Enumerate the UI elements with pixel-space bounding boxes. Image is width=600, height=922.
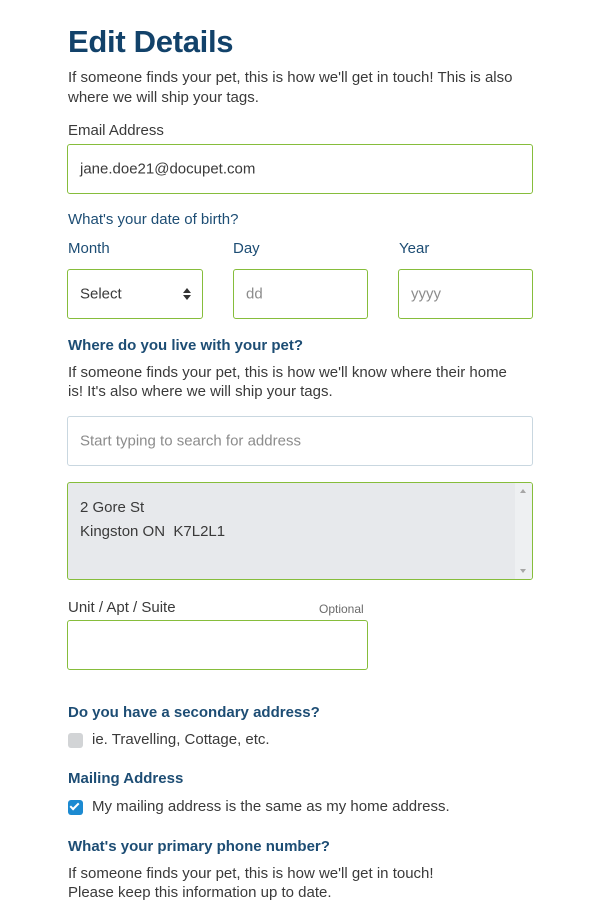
address-line2: Kingston ON K7L2L1 <box>80 523 226 540</box>
secondary-address-checkbox[interactable] <box>68 733 83 748</box>
address-question: Where do you live with your pet? <box>68 337 304 354</box>
phone-description-line1: If someone finds your pet, this is how we'll get in touch! <box>68 865 434 882</box>
unit-optional-hint: Optional <box>319 602 364 616</box>
address-line1: 2 Gore St <box>80 499 145 516</box>
mailing-same-checkbox-label[interactable]: My mailing address is the same as my home address. <box>92 798 450 815</box>
page-description-line1: If someone finds your pet, this is how we'll get in touch! This is also <box>68 69 513 86</box>
year-placeholder: yyyy <box>411 285 441 303</box>
scroll-up-icon[interactable] <box>520 489 526 493</box>
month-label: Month <box>68 240 110 257</box>
select-arrows-icon <box>183 288 191 300</box>
month-select[interactable] <box>67 269 203 319</box>
email-label: Email Address <box>68 122 164 139</box>
page-description-line2: where we will ship your tags. <box>68 89 259 106</box>
phone-description-line2: Please keep this information up to date. <box>68 884 332 901</box>
day-input[interactable] <box>233 269 368 319</box>
unit-input[interactable] <box>67 620 368 670</box>
address-scrollbar[interactable] <box>515 483 532 579</box>
address-search-placeholder: Start typing to search for address <box>80 432 301 450</box>
check-icon <box>70 801 80 811</box>
day-label: Day <box>233 240 260 257</box>
email-value: jane.doe21@docupet.com <box>80 160 256 178</box>
secondary-address-question: Do you have a secondary address? <box>68 704 320 721</box>
mailing-same-checkbox[interactable] <box>68 800 83 815</box>
scroll-down-icon[interactable] <box>520 569 526 573</box>
secondary-address-checkbox-label[interactable]: ie. Travelling, Cottage, etc. <box>92 731 270 748</box>
email-field[interactable] <box>67 144 533 194</box>
month-select-value: Select <box>80 285 122 303</box>
dob-question: What's your date of birth? <box>68 211 239 228</box>
phone-question: What's your primary phone number? <box>68 838 330 855</box>
day-placeholder: dd <box>246 285 263 303</box>
page-title: Edit Details <box>68 24 234 59</box>
unit-label: Unit / Apt / Suite <box>68 599 176 616</box>
year-input[interactable] <box>398 269 533 319</box>
address-search-input[interactable] <box>67 416 533 466</box>
mailing-address-heading: Mailing Address <box>68 770 184 787</box>
year-label: Year <box>399 240 430 257</box>
address-description-line2: is! It's also where we will ship your tags. <box>68 383 333 400</box>
address-display-textarea[interactable] <box>67 482 533 580</box>
address-description-line1: If someone finds your pet, this is how we'll know where their home <box>68 364 507 381</box>
